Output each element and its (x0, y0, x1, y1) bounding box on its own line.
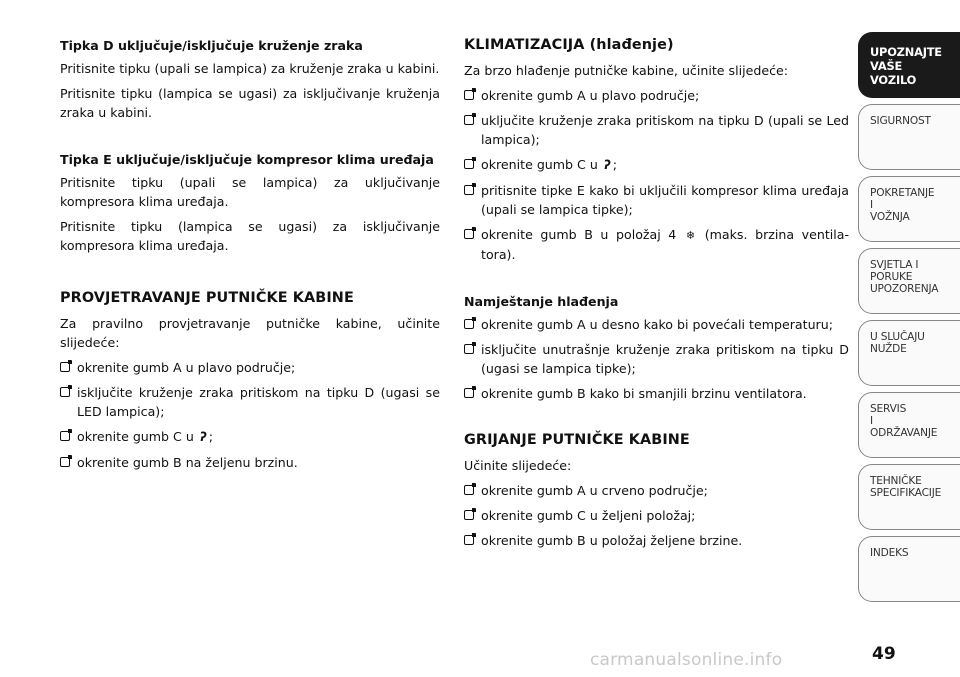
list-item: isključite kruženje zraka pritiskom na tipku D (ugasi se LED lampica); (60, 383, 440, 421)
bullet-icon (60, 387, 70, 397)
bullet-icon (464, 535, 474, 545)
bullet-icon (60, 362, 70, 372)
tab-servis-i-odrzavanje[interactable]: SERVIS I ODRŽAVANJE (858, 392, 960, 458)
page-number: 49 (872, 644, 896, 664)
list-item: okrenite gumb B kako bi smanjili brzinu ventilatora. (464, 384, 849, 403)
face-vent-icon: ʔ (603, 158, 611, 172)
tab-indeks[interactable]: INDEKS (858, 536, 960, 602)
face-vent-icon: ʔ (199, 430, 207, 444)
bullet-icon (464, 115, 474, 125)
list-item: uključite kruženje zraka pritiskom na tipku D (upali se Led lampica); (464, 111, 849, 149)
d-paragraph-1: Pritisnite tipku (upali se lampica) za kruženje zraka u kabini. (60, 61, 440, 76)
d-paragraph-2: Pritisnite tipku (lampica se ugasi) za isključivanje kruženja zraka u kabini. (60, 86, 440, 120)
bullet-icon (464, 344, 474, 354)
bullet-icon (60, 431, 70, 441)
list-item: okrenite gumb A u crveno područje; (464, 481, 849, 500)
e-paragraph-2: Pritisnite tipku (lampica se ugasi) za isključivanje kompresora klima uređaja. (60, 219, 440, 253)
tab-u-slucaju-nuzde[interactable]: U SLUČAJU NUŽDE (858, 320, 960, 386)
ventilation-heading: PROVJETRAVANJE PUTNIČKE KABINE (60, 290, 354, 306)
tab-pokretanje-i-voznja[interactable]: POKRETANJE I VOŽNJA (858, 176, 960, 242)
list-item: pritisnite tipke E kako bi uključili kompresor klima uređaja (upali se lampica tipke); (464, 181, 849, 219)
adjust-steps (464, 315, 849, 403)
tab-tehnicke-specifikacije[interactable]: TEHNIČKE SPECIFIKACIJE (858, 464, 960, 530)
klima-steps (464, 86, 849, 264)
klima-intro: Za brzo hlađenje putničke kabine, učinite slijedeće: (464, 63, 788, 78)
e-button-heading: Tipka E uključuje/isključuje kompresor klima uređaja (60, 152, 434, 167)
bullet-icon (464, 319, 474, 329)
list-item: okrenite gumb B na željenu brzinu. (60, 453, 440, 472)
list-item: okrenite gumb B u položaj željene brzine. (464, 531, 849, 550)
fan-max-icon: ❄ (685, 229, 696, 242)
list-item: isključite unutrašnje kruženje zraka pritiskom na tipku D (ugasi se lampica tipke); (464, 340, 849, 378)
bullet-icon (464, 388, 474, 398)
heating-steps (464, 481, 849, 550)
d-button-heading: Tipka D uključuje/isključuje kruženje zraka (60, 38, 363, 53)
list-item: okrenite gumb C u ʔ ; (464, 155, 849, 175)
bullet-icon (464, 159, 474, 169)
tab-upoznajte-vase-vozilo[interactable]: UPOZNAJTE VAŠE VOZILO (858, 32, 960, 98)
section-tabs (858, 32, 960, 608)
bullet-icon (464, 510, 474, 520)
list-item: okrenite gumb C u ʔ ; (60, 427, 440, 447)
bullet-icon (60, 457, 70, 467)
adjust-heading: Namještanje hlađenja (464, 294, 619, 309)
ventilation-steps (60, 358, 440, 472)
right-column (464, 36, 849, 556)
bullet-icon (464, 185, 474, 195)
list-item: okrenite gumb A u plavo područje; (464, 86, 849, 105)
e-paragraph-1: Pritisnite tipku (upali se lampica) za uključivanje kompresora klima uređaja. (60, 175, 440, 209)
bullet-icon (464, 229, 474, 239)
list-item: okrenite gumb B u položaj 4 ❄ (maks. brzina ventila-tora). (464, 225, 849, 264)
left-column (60, 36, 440, 478)
bullet-icon (464, 485, 474, 495)
ventilation-intro: Za pravilno provjetravanje putničke kabine, učinite slijedeće: (60, 316, 440, 350)
bullet-icon (464, 90, 474, 100)
list-item: okrenite gumb C u željeni položaj; (464, 506, 849, 525)
list-item: okrenite gumb A u desno kako bi povećali temperaturu; (464, 315, 849, 334)
list-item: okrenite gumb A u plavo područje; (60, 358, 440, 377)
tab-sigurnost[interactable]: SIGURNOST (858, 104, 960, 170)
heating-heading: GRIJANJE PUTNIČKE KABINE (464, 432, 690, 448)
watermark: carmanualsonline.info (590, 650, 783, 670)
klima-heading: KLIMATIZACIJA (hlađenje) (464, 37, 674, 53)
tab-svjetla-poruke-upozorenja[interactable]: SVJETLA I PORUKE UPOZORENJA (858, 248, 960, 314)
heating-intro: Učinite slijedeće: (464, 458, 572, 473)
